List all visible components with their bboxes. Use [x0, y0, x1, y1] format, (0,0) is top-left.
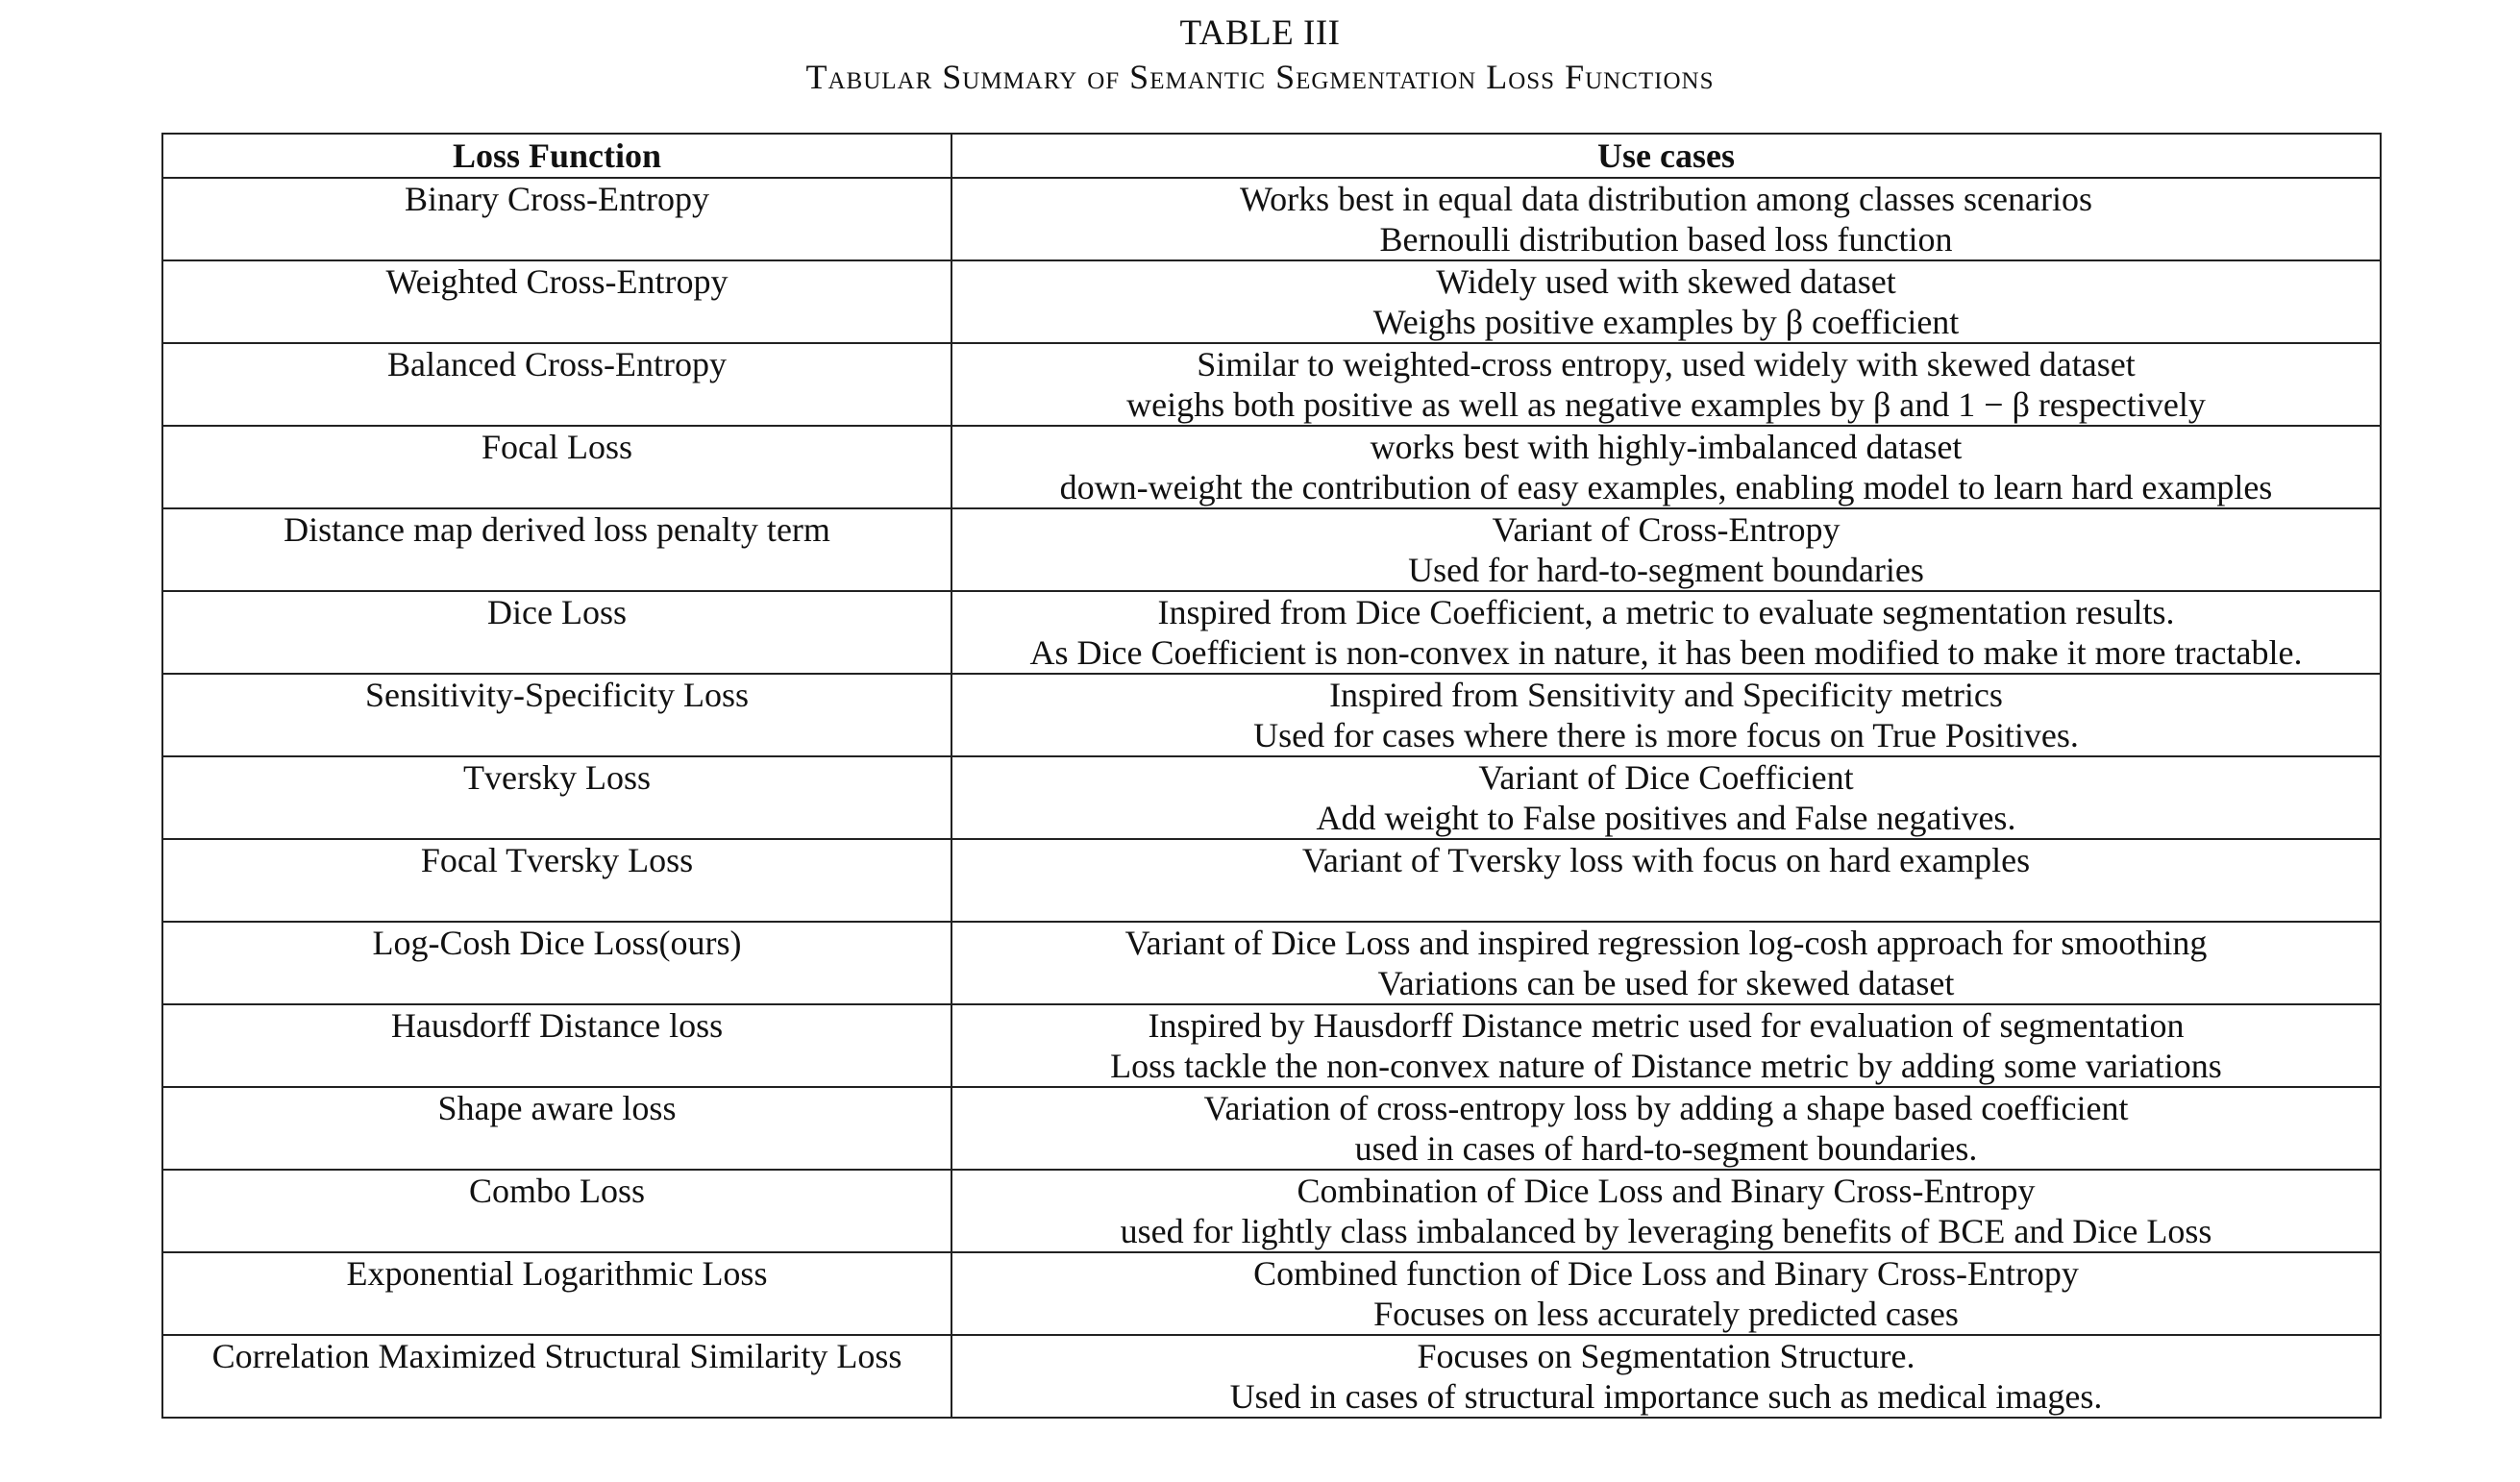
use-case-line: down-weight the contribution of easy examples, enabling model to learn hard examples [1059, 468, 2273, 506]
loss-name-cell: Distance map derived loss penalty term [162, 508, 951, 591]
table-row [162, 1170, 2381, 1252]
use-cases-cell [951, 1252, 2381, 1335]
use-cases-cell [951, 922, 2381, 1004]
loss-name-cell: Focal Tversky Loss [162, 839, 951, 922]
table-header-row [162, 134, 2381, 178]
table-row [162, 1087, 2381, 1170]
use-case-line: Loss tackle the non-convex nature of Distance metric by adding some variations [1110, 1047, 2222, 1085]
use-cases-cell [951, 260, 2381, 343]
use-case-line: Similar to weighted-cross entropy, used widely with skewed dataset [1197, 345, 2136, 383]
table-label: TABLE III [1179, 13, 1341, 53]
loss-name-cell: Binary Cross-Entropy [162, 178, 951, 260]
use-case-line: Inspired by Hausdorff Distance metric used for evaluation of segmentation [1148, 1006, 2185, 1045]
use-case-line: Works best in equal data distribution among classes scenarios [1240, 180, 2092, 218]
use-case-line: used for lightly class imbalanced by leveraging benefits of BCE and Dice Loss [1120, 1212, 2212, 1250]
use-cases-cell [951, 178, 2381, 260]
use-case-line: Used in cases of structural importance such as medical images. [1229, 1377, 2103, 1416]
loss-name-cell: Exponential Logarithmic Loss [162, 1252, 951, 1335]
loss-name-cell: Shape aware loss [162, 1087, 951, 1170]
use-case-line: used in cases of hard-to-segment boundaries. [1354, 1129, 1978, 1168]
use-case-line [952, 880, 2380, 921]
use-cases-cell [951, 1335, 2381, 1418]
use-cases-cell [951, 674, 2381, 756]
table-row [162, 591, 2381, 674]
loss-name-cell: Log-Cosh Dice Loss(ours) [162, 922, 951, 1004]
table-row [162, 839, 2381, 922]
use-case-line: Variant of Cross-Entropy [1492, 510, 1841, 549]
use-case-line: Inspired from Dice Coefficient, a metric to evaluate segmentation results. [1157, 593, 2175, 631]
loss-name-cell: Combo Loss [162, 1170, 951, 1252]
table-row [162, 260, 2381, 343]
use-case-line: Focuses on less accurately predicted cases [1373, 1295, 1959, 1333]
use-case-line: Widely used with skewed dataset [1436, 262, 1896, 301]
use-case-line: Inspired from Sensitivity and Specificity metrics [1329, 676, 2003, 714]
table-title: Tabular Summary of Semantic Segmentation Loss Functions [805, 58, 1715, 96]
table-row [162, 1004, 2381, 1087]
loss-name-cell: Balanced Cross-Entropy [162, 343, 951, 426]
header-use-cases: Use cases [951, 134, 2381, 178]
use-cases-cell [951, 756, 2381, 839]
table-row [162, 508, 2381, 591]
use-case-line: As Dice Coefficient is non-convex in nature, it has been modified to make it more tractable. [1029, 633, 2303, 672]
use-cases-cell [951, 591, 2381, 674]
use-case-line: Focuses on Segmentation Structure. [1417, 1337, 1915, 1375]
use-cases-cell [951, 508, 2381, 591]
use-case-line: works best with highly-imbalanced dataset [1370, 428, 1963, 466]
loss-name-cell: Hausdorff Distance loss [162, 1004, 951, 1087]
use-case-line: Variant of Dice Coefficient [1478, 758, 1854, 797]
use-cases-cell [951, 1004, 2381, 1087]
loss-name-cell: Weighted Cross-Entropy [162, 260, 951, 343]
loss-name-cell: Tversky Loss [162, 756, 951, 839]
loss-name-cell: Focal Loss [162, 426, 951, 508]
table-row [162, 426, 2381, 508]
table-row [162, 1335, 2381, 1418]
use-case-line: Variant of Dice Loss and inspired regression log-cosh approach for smoothing [1124, 924, 2208, 962]
use-cases-cell [951, 839, 2381, 922]
use-case-line: Add weight to False positives and False negatives. [1316, 799, 2016, 837]
loss-functions-table [161, 133, 2382, 1419]
use-case-line: Variations can be used for skewed dataset [1377, 964, 1955, 1002]
use-cases-cell [951, 1170, 2381, 1252]
use-case-line: Used for cases where there is more focus on True Positives. [1253, 716, 2079, 754]
table-row [162, 922, 2381, 1004]
table-row [162, 674, 2381, 756]
header-loss-function: Loss Function [162, 134, 951, 178]
table-row [162, 756, 2381, 839]
use-case-line: Variation of cross-entropy loss by adding a shape based coefficient [1203, 1089, 2129, 1127]
use-case-line: Combined function of Dice Loss and Binary Cross-Entropy [1253, 1254, 2079, 1293]
use-case-line: weighs both positive as well as negative examples by β and 1 − β respectively [1126, 385, 2206, 424]
use-case-line: Used for hard-to-segment boundaries [1408, 551, 1924, 589]
use-case-line: Bernoulli distribution based loss function [1379, 220, 1953, 259]
use-cases-cell [951, 343, 2381, 426]
loss-name-cell: Sensitivity-Specificity Loss [162, 674, 951, 756]
table-row [162, 178, 2381, 260]
use-cases-cell [951, 1087, 2381, 1170]
use-case-line: Weighs positive examples by β coefficient [1372, 303, 1960, 341]
table-row [162, 1252, 2381, 1335]
use-case-line: Combination of Dice Loss and Binary Cross-Entropy [1297, 1172, 2036, 1210]
use-cases-cell [951, 426, 2381, 508]
use-case-line: Variant of Tversky loss with focus on hard examples [1301, 841, 2031, 879]
table-row [162, 343, 2381, 426]
loss-name-cell: Correlation Maximized Structural Similarity Loss [162, 1335, 951, 1418]
loss-name-cell: Dice Loss [162, 591, 951, 674]
